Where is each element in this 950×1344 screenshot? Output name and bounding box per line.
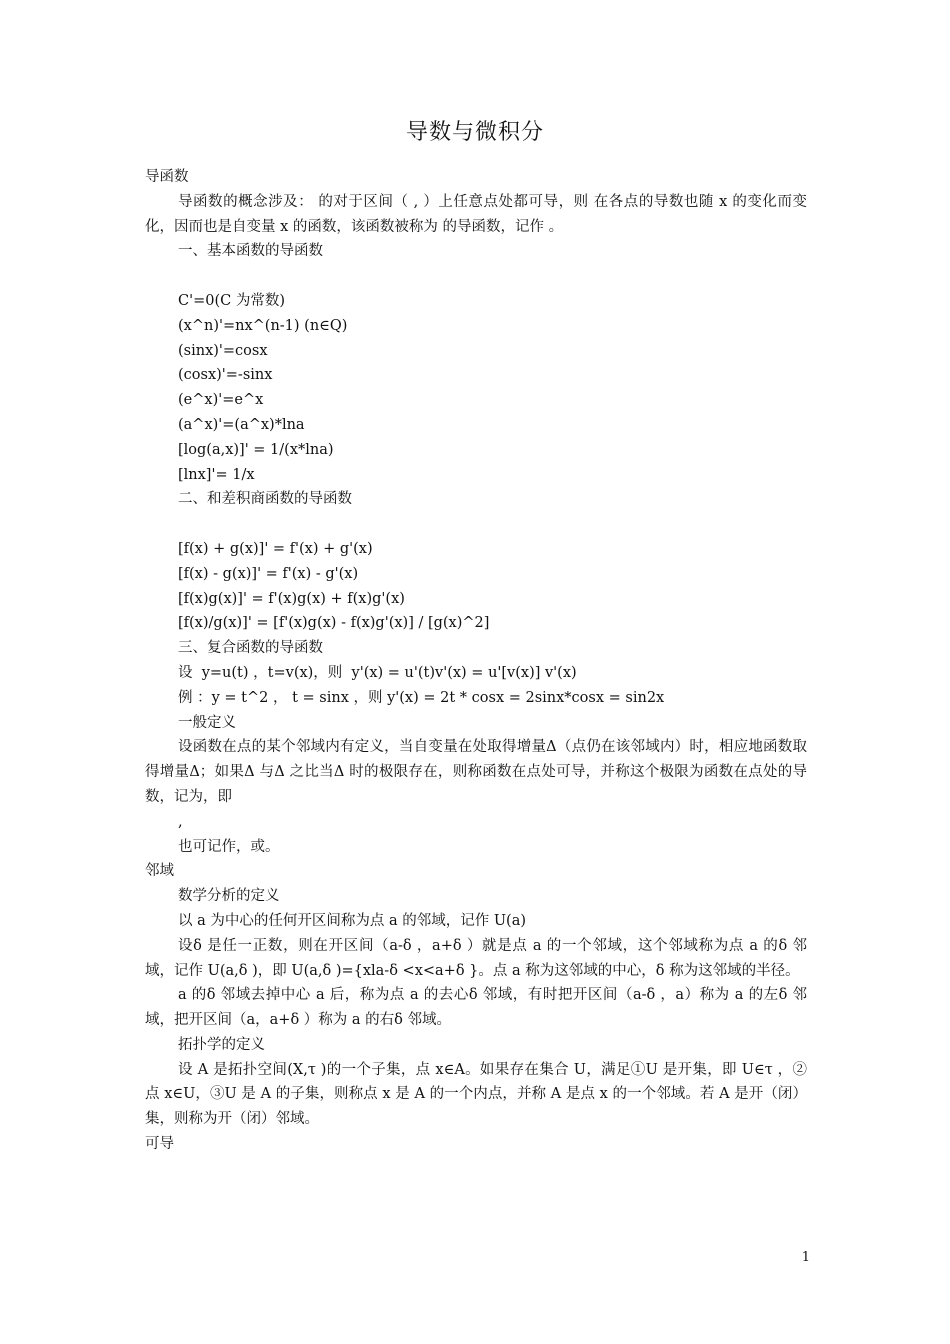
math-analysis-heading: 数学分析的定义 [178, 888, 280, 905]
sum-functions-heading: 二、和差积商函数的导函数 [178, 491, 352, 508]
deleted-neighborhood-paragraph: a 的δ 邻域去掉中心 a 后，称为点 a 的去心δ 邻域，有时把开区间（a-δ ，a）称为 a 的左δ 邻域，把开区间（a，a+δ ）称为 a 的右δ 邻域。 [145, 987, 807, 1029]
topology-paragraph: 设 A 是拓扑空间(X,τ )的一个子集，点 x∈A。如果存在集合 U，满足①U 是开集，即 U∈τ ，②点 x∈U，③U 是 A 的子集，则称点 x 是 A 的一个内点，并称 A 是点 x 的一个邻域。若 A 是开（闭）集，则称为开（闭）邻域。 [145, 1061, 807, 1128]
basic-functions-heading: 一、基本函数的导函数 [178, 243, 323, 260]
section-heading-derivative: 导函数 [145, 169, 189, 185]
formula-line: [f(x) - g(x)]' = f'(x) - g'(x) [178, 565, 359, 582]
differentiable-heading: 可导 [145, 1136, 174, 1153]
formula-line: [lnx]'= 1/x [178, 466, 255, 483]
formula-line: [f(x)g(x)]' = f'(x)g(x) + f(x)g'(x) [178, 590, 405, 607]
comma-line: , [178, 813, 183, 830]
formula-line: [log(a,x)]' = 1/(x*lna) [178, 441, 334, 458]
page-number: 1 [801, 1250, 810, 1265]
neighborhood-heading: 邻域 [145, 863, 174, 880]
document-body [145, 165, 807, 1157]
formula-line: (e^x)'=e^x [178, 392, 264, 409]
composite-example-line: 例 ：y = t^2 ， t = sinx ，则 y'(x) = 2t * cosx = 2sinx*cosx = sin2x [178, 689, 665, 706]
blank-line [145, 264, 807, 289]
intro-paragraph: 导函数的概念涉及： 的对于区间（ , ）上任意点处都可导，则 在各点的导数也随 x 的变化而变化，因而也是自变量 x 的函数，该函数被称为 的导函数，记作 。 [145, 193, 807, 235]
delta-neighborhood-paragraph: 设δ 是任一正数，则在开区间（a-δ ，a+δ ）就是点 a 的一个邻域，这个邻域称为点 a 的δ 邻域，记作 U(a,δ )，即 U(a,δ )={xla-δ <x<a+δ }。点 a 称为这邻域的中心，δ 称为这邻域的半径。 [145, 937, 807, 979]
formula-line: [f(x) + g(x)]' = f'(x) + g'(x) [178, 540, 373, 557]
composite-rule-line: 设 y=u(t) ，t=v(x)，则 y'(x) = u'(t)v'(x) = u'[v(x)] v'(x) [178, 664, 577, 681]
composite-functions-heading: 三、复合函数的导函数 [178, 640, 323, 657]
formula-line: (cosx)'=-sinx [178, 367, 273, 384]
general-definition-paragraph: 设函数在点的某个邻域内有定义，当自变量在处取得增量Δ（点仍在该邻域内）时，相应地函数取得增量Δ；如果Δ 与Δ 之比当Δ 时的极限存在，则称函数在点处可导，并称这个极限为函数在点处的导数，记为，即 [145, 739, 807, 805]
general-definition-heading: 一般定义 [178, 714, 236, 731]
neighborhood-definition: 以 a 为中心的任何开区间称为点 a 的邻域，记作 U(a) [178, 912, 527, 929]
formula-line: C'=0(C 为常数) [178, 292, 285, 309]
formula-line: [f(x)/g(x)]' = [f'(x)g(x) - f(x)g'(x)] / [g(x)^2] [178, 615, 490, 632]
notation-line: 也可记作，或。 [178, 838, 280, 855]
formula-line: (a^x)'=(a^x)*lna [178, 416, 305, 433]
document-title: 导数与微积分 [405, 120, 544, 145]
formula-line: (x^n)'=nx^(n-1) (n∈Q) [178, 317, 348, 334]
blank-line [145, 512, 807, 537]
formula-line: (sinx)'=cosx [178, 342, 268, 359]
topology-heading: 拓扑学的定义 [178, 1036, 265, 1053]
